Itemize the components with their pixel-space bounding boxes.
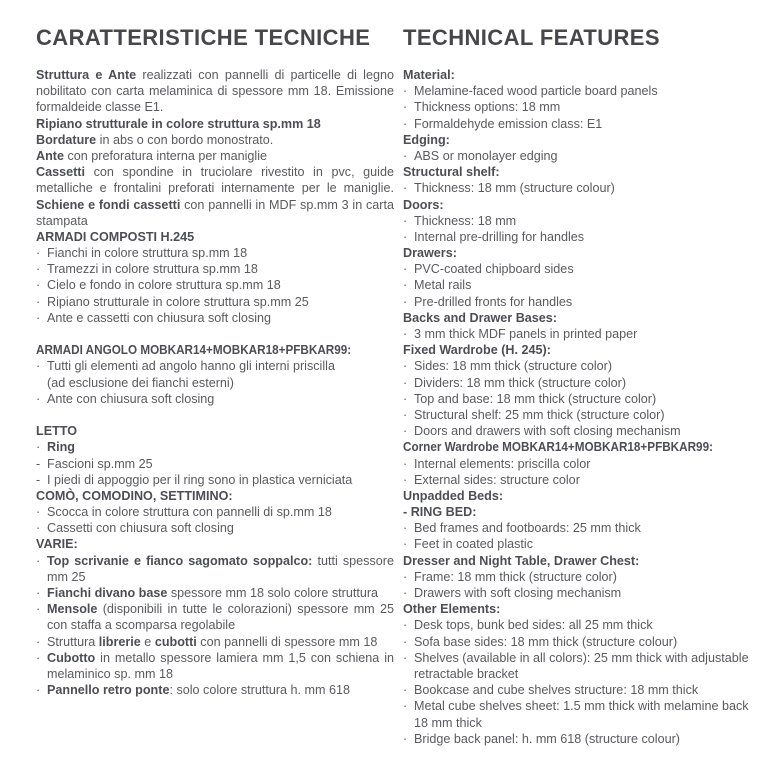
bullet-marker: ·	[36, 391, 41, 406]
text-line	[403, 83, 765, 99]
text-line	[403, 213, 765, 229]
text-line	[403, 423, 765, 439]
text-line	[36, 213, 394, 229]
text-run: ARMADI ANGOLO MOBKAR14+MOBKAR18+PFBKAR99:	[36, 343, 352, 358]
text-run: con staffa a scomparsa regolabile	[47, 618, 236, 633]
text-line	[36, 439, 394, 455]
text-line	[36, 67, 394, 83]
bullet-marker: ·	[403, 618, 408, 633]
text-run: Pannello retro ponte	[47, 683, 170, 698]
page-title-italian: CARATTERISTICHE TECNICHE	[36, 25, 371, 50]
text-run: Tutti gli elementi ad angolo hanno gli interni priscilla	[47, 359, 335, 374]
text-run: (disponibili in tutte le colorazioni) spessore mm 25	[97, 602, 394, 617]
italian-content	[36, 67, 394, 698]
section-heading	[403, 601, 765, 617]
text-line	[36, 617, 394, 633]
text-run: Drawers:	[403, 246, 457, 261]
text-run: Struttura	[47, 634, 99, 649]
text-line	[36, 180, 394, 196]
text-line	[36, 569, 394, 585]
text-line	[36, 650, 394, 666]
bullet-marker: ·	[403, 683, 408, 698]
text-line	[36, 245, 394, 261]
text-run: con spondine in truciolare rivestito in pvc, guide	[85, 165, 394, 180]
text-line	[403, 650, 765, 666]
text-line	[403, 261, 765, 277]
text-run: Mensole	[47, 602, 98, 617]
text-run: Cielo e fondo in colore struttura sp.mm 18	[47, 278, 281, 293]
bullet-marker: ·	[403, 294, 408, 309]
section-heading	[403, 439, 740, 455]
text-line	[403, 569, 765, 585]
bullet-marker: ·	[36, 602, 41, 617]
text-line	[36, 116, 394, 132]
text-run: Cassetti	[36, 165, 85, 180]
bullet-marker: ·	[403, 650, 408, 665]
text-line	[403, 666, 765, 682]
text-run: ARMADI COMPOSTI H.245	[36, 229, 195, 244]
text-line	[36, 197, 394, 213]
text-run: e	[140, 634, 155, 649]
bullet-marker: ·	[403, 262, 408, 277]
text-line	[36, 99, 394, 115]
text-line	[403, 375, 765, 391]
spacer	[36, 326, 394, 342]
section-heading	[403, 553, 765, 569]
text-run: Melamine-faced wood particle board panels	[414, 84, 658, 99]
text-run: 18 mm thick	[414, 715, 482, 730]
bullet-marker: ·	[36, 262, 41, 277]
page-title-english: TECHNICAL FEATURES	[403, 25, 660, 50]
section-heading	[36, 342, 369, 358]
text-run: Struttura e Ante	[36, 68, 137, 82]
text-run: Fianchi in colore struttura sp.mm 18	[47, 246, 248, 261]
text-run: (ad esclusione dei fianchi esterni)	[47, 375, 234, 390]
text-run: Unpadded Beds:	[403, 488, 504, 503]
section-heading	[403, 197, 765, 213]
text-run: Ante con chiusura soft closing	[47, 391, 215, 406]
text-line	[36, 132, 394, 148]
text-line	[403, 617, 765, 633]
text-run: I piedi di appoggio per il ring sono in plastica verniciata	[47, 472, 353, 487]
bullet-marker: ·	[403, 521, 408, 536]
text-run: in abs o con bordo monostrato.	[96, 132, 274, 147]
english-content	[403, 67, 765, 747]
text-line	[36, 375, 394, 391]
text-run: Bookcase and cube shelves structure: 18 mm thick	[414, 683, 699, 698]
bullet-marker: ·	[403, 569, 408, 584]
section-heading	[36, 536, 394, 552]
bullet-marker: ·	[36, 553, 41, 568]
text-run: in metallo spessore lamiera mm 1,5 con schiena in	[95, 650, 394, 665]
text-line	[403, 180, 765, 196]
text-run: Doors:	[403, 197, 444, 212]
bullet-marker: ·	[403, 391, 408, 406]
text-run: Edging:	[403, 132, 450, 147]
bullet-marker: ·	[403, 456, 408, 471]
text-run: Ripiano strutturale in colore struttura sp.mm 25	[47, 294, 309, 309]
text-line	[403, 731, 765, 747]
text-line	[403, 698, 765, 714]
bullet-marker: ·	[36, 650, 41, 665]
bullet-marker: ·	[403, 213, 408, 228]
text-run: realizzati con pannelli di particelle di legno	[136, 68, 394, 82]
text-run: Thickness: 18 mm	[414, 213, 517, 228]
text-line	[403, 520, 765, 536]
text-line	[36, 553, 394, 569]
bullet-marker: ·	[403, 100, 408, 115]
text-line	[36, 634, 394, 650]
bullet-marker: ·	[403, 424, 408, 439]
bullet-marker: ·	[403, 407, 408, 422]
bullet-marker: ·	[36, 294, 41, 309]
text-run: ABS or monolayer edging	[414, 148, 558, 163]
english-column	[403, 26, 765, 747]
text-run: Structural shelf: 25 mm thick (structure color)	[414, 407, 665, 422]
text-run: Bed frames and footboards: 25 mm thick	[414, 521, 641, 536]
text-run: Bordature	[36, 132, 97, 147]
text-run: VARIE:	[36, 537, 78, 552]
text-run: cubotti	[154, 634, 197, 649]
text-run: Top scrivanie e fianco sagomato soppalco:	[47, 553, 313, 568]
text-line	[36, 358, 394, 374]
text-line	[36, 666, 394, 682]
text-line	[403, 407, 765, 423]
text-line	[403, 116, 765, 132]
section-heading	[36, 423, 394, 439]
text-run: Ante	[36, 148, 64, 163]
text-run: 3 mm thick MDF panels in printed paper	[414, 327, 638, 341]
text-line	[36, 520, 394, 536]
bullet-marker: ·	[36, 278, 41, 293]
text-run: : solo colore struttura h. mm 618	[169, 683, 351, 698]
text-line	[36, 585, 394, 601]
text-run: Schiene e fondi cassetti	[36, 197, 181, 212]
text-run: Ante e cassetti con chiusura soft closing	[47, 310, 272, 325]
text-run: tutti spessore	[312, 553, 394, 568]
text-run: Drawers with soft closing mechanism	[414, 586, 622, 600]
text-run: metalliche e frontalini preforati internamente per le maniglie.	[36, 181, 394, 196]
section-heading	[403, 67, 765, 83]
bullet-marker: ·	[403, 229, 408, 244]
text-line	[36, 504, 394, 520]
text-run: Thickness options: 18 mm	[414, 100, 561, 115]
text-run: Other Elements:	[403, 602, 501, 617]
text-run: Material:	[403, 68, 455, 82]
text-run: Metal cube shelves sheet: 1.5 mm thick with melamine back	[414, 699, 749, 714]
bullet-marker: ·	[403, 181, 408, 196]
spacer	[36, 407, 394, 423]
section-heading	[403, 164, 765, 180]
text-run: Internal pre-drilling for handles	[414, 229, 585, 244]
text-run: Feet in coated plastic	[414, 537, 534, 552]
bullet-marker: ·	[403, 537, 408, 552]
text-run: con preforatura interna per maniglie	[64, 148, 268, 163]
bullet-marker: ·	[403, 472, 408, 487]
text-line	[36, 601, 394, 617]
bullet-marker: ·	[403, 731, 408, 746]
text-run: Structural shelf:	[403, 165, 500, 180]
text-run: Frame: 18 mm thick (structure color)	[414, 569, 617, 584]
text-run: spessore mm 18 solo colore struttura	[167, 586, 379, 600]
text-run: Tramezzi in colore struttura sp.mm 18	[47, 262, 258, 277]
dash-marker: -	[36, 456, 41, 471]
text-run: stampata	[36, 213, 88, 228]
text-line	[36, 456, 394, 472]
text-run: Bridge back panel: h. mm 618 (structure colour)	[414, 731, 680, 746]
text-run: melaminico sp. mm 18	[47, 666, 173, 681]
text-run: Shelves (available in all colors): 25 mm thick with adjustable	[414, 650, 749, 665]
text-run: Fascioni sp.mm 25	[47, 456, 153, 471]
text-line	[36, 310, 394, 326]
text-run: Metal rails	[414, 278, 472, 293]
bullet-marker: ·	[403, 359, 408, 374]
text-line	[36, 261, 394, 277]
text-line	[403, 148, 765, 164]
text-line	[403, 634, 765, 650]
bullet-marker: ·	[36, 359, 41, 374]
text-run: Top and base: 18 mm thick (structure color)	[414, 391, 657, 406]
section-heading	[403, 488, 765, 504]
text-run: retractable bracket	[414, 666, 519, 681]
text-line	[403, 229, 765, 245]
text-run: Doors and drawers with soft closing mechanism	[414, 424, 681, 439]
section-heading	[403, 245, 765, 261]
bullet-marker: ·	[403, 586, 408, 600]
text-line	[36, 391, 394, 407]
bullet-marker: ·	[36, 634, 41, 649]
text-line	[36, 294, 394, 310]
text-run: Ring	[47, 440, 75, 455]
text-line	[403, 99, 765, 115]
text-run: mm 25	[47, 569, 86, 584]
text-run: Thickness: 18 mm (structure colour)	[414, 181, 615, 196]
bullet-marker: ·	[403, 375, 408, 390]
bullet-marker: ·	[36, 246, 41, 261]
bullet-marker: ·	[36, 521, 41, 536]
text-run: Corner Wardrobe MOBKAR14+MOBKAR18+PFBKAR99:	[403, 440, 713, 455]
text-run: COMÒ, COMODINO, SETTIMINO:	[36, 488, 233, 503]
text-line	[36, 164, 394, 180]
text-line	[403, 326, 765, 342]
text-run: nobilitato con carta melaminica di spessore mm 18. Emissione	[36, 84, 394, 99]
text-run: Pre-drilled fronts for handles	[414, 294, 573, 309]
text-run: PVC-coated chipboard sides	[414, 262, 574, 277]
text-run: Cubotto	[47, 650, 96, 665]
text-line	[403, 715, 765, 731]
italian-column	[36, 26, 394, 698]
text-run: Sofa base sides: 18 mm thick (structure colour)	[414, 634, 678, 649]
text-run: librerie	[98, 634, 141, 649]
text-line	[403, 277, 765, 293]
bullet-marker: ·	[36, 440, 41, 455]
text-run: Fixed Wardrobe (H. 245):	[403, 343, 551, 358]
text-line	[36, 682, 394, 698]
bullet-marker: ·	[403, 84, 408, 99]
text-run: con pannelli di spessore mm 18	[196, 634, 378, 649]
text-run: Backs and Drawer Bases:	[403, 310, 558, 325]
bullet-marker: ·	[403, 116, 408, 131]
bullet-marker: ·	[36, 586, 41, 600]
text-run: Formaldehyde emission class: E1	[414, 116, 603, 131]
text-run: Sides: 18 mm thick (structure color)	[414, 359, 613, 374]
section-heading	[403, 132, 765, 148]
bullet-marker: ·	[403, 278, 408, 293]
section-heading	[403, 310, 765, 326]
bullet-marker: ·	[403, 634, 408, 649]
text-line	[403, 391, 765, 407]
text-line	[36, 472, 394, 488]
text-run: Desk tops, bunk bed sides: all 25 mm thick	[414, 618, 653, 633]
section-heading	[403, 342, 765, 358]
text-run: Scocca in colore struttura con pannelli di sp.mm 18	[47, 505, 332, 520]
text-line	[36, 148, 394, 164]
text-run: Cassetti con chiusura soft closing	[47, 521, 234, 536]
bullet-marker: ·	[403, 327, 408, 341]
text-line	[403, 456, 765, 472]
text-run: Internal elements: priscilla color	[414, 456, 591, 471]
text-run: con pannelli in MDF sp.mm 3 in carta	[180, 197, 394, 212]
text-line	[403, 682, 765, 698]
text-run: LETTO	[36, 424, 78, 439]
section-heading	[36, 488, 394, 504]
text-run: formaldeide classe E1.	[36, 100, 164, 115]
bullet-marker: ·	[36, 505, 41, 520]
bullet-marker: ·	[36, 683, 41, 698]
bullet-marker: ·	[403, 699, 408, 714]
text-line	[403, 294, 765, 310]
bullet-marker: ·	[403, 148, 408, 163]
text-run: External sides: structure color	[414, 472, 580, 487]
text-line	[403, 536, 765, 552]
bullet-marker: ·	[36, 310, 41, 325]
text-run: - RING BED:	[403, 505, 477, 520]
text-run: Ripiano strutturale in colore struttura sp.mm 18	[36, 116, 321, 131]
text-line	[403, 472, 765, 488]
dash-marker: -	[36, 472, 41, 487]
text-run: Dresser and Night Table, Drawer Chest:	[403, 553, 640, 568]
section-heading	[36, 229, 394, 245]
text-run: Fianchi divano base	[47, 586, 168, 600]
text-line	[403, 585, 765, 601]
text-run: Dividers: 18 mm thick (structure color)	[414, 375, 627, 390]
text-line	[36, 277, 394, 293]
text-line	[403, 358, 765, 374]
section-heading	[403, 504, 765, 520]
text-line	[36, 83, 394, 99]
